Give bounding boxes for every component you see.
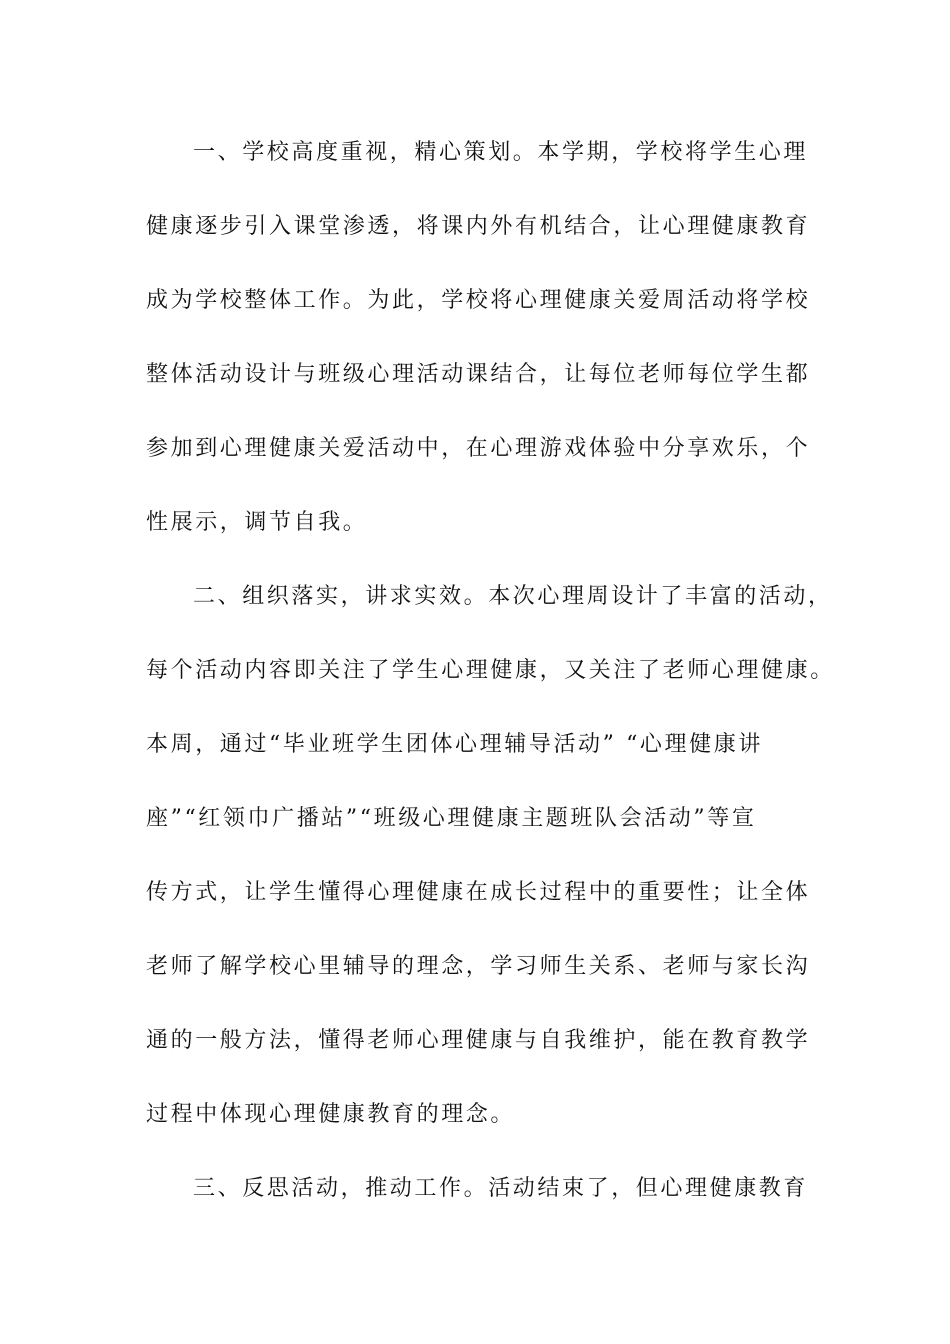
paragraph-3-line-1: 三、反思活动，推动工作。活动结束了，但心理健康教育 bbox=[193, 1176, 809, 1201]
paragraph-1-line-6: 性展示，调节自我。 bbox=[146, 510, 368, 535]
paragraph-1-line-3: 成为学校整体工作。为此，学校将心理健康关爱周活动将学校 bbox=[146, 288, 811, 313]
paragraph-2-line-1: 二、组织落实，讲求实效。本次心理周设计了丰富的活动， bbox=[193, 584, 833, 609]
paragraph-2-line-6: 老师了解学校心里辅导的理念，学习师生关系、老师与家长沟 bbox=[146, 954, 811, 979]
paragraph-1-line-5: 参加到心理健康关爱活动中，在心理游戏体验中分享欢乐，个 bbox=[146, 436, 811, 461]
paragraph-2-line-5: 传方式，让学生懂得心理健康在成长过程中的重要性；让全体 bbox=[146, 880, 811, 905]
paragraph-2-line-8: 过程中体现心理健康教育的理念。 bbox=[146, 1102, 516, 1127]
paragraph-1-line-2: 健康逐步引入课堂渗透，将课内外有机结合，让心理健康教育 bbox=[146, 214, 811, 239]
paragraph-2-line-2: 每个活动内容即关注了学生心理健康，又关注了老师心理健康。 bbox=[146, 658, 835, 683]
paragraph-2-line-7: 通的一般方法，懂得老师心理健康与自我维护，能在教育教学 bbox=[146, 1028, 811, 1053]
paragraph-2-line-4: 座”“红领巾广播站”“班级心理健康主题班队会活动”等宣 bbox=[146, 806, 757, 831]
paragraph-2-line-3: 本周，通过“毕业班学生团体心理辅导活动” “心理健康讲 bbox=[146, 732, 763, 757]
paragraph-1-line-1: 一、学校高度重视，精心策划。本学期，学校将学生心理 bbox=[193, 140, 809, 165]
paragraph-1-line-4: 整体活动设计与班级心理活动课结合，让每位老师每位学生都 bbox=[146, 362, 811, 387]
